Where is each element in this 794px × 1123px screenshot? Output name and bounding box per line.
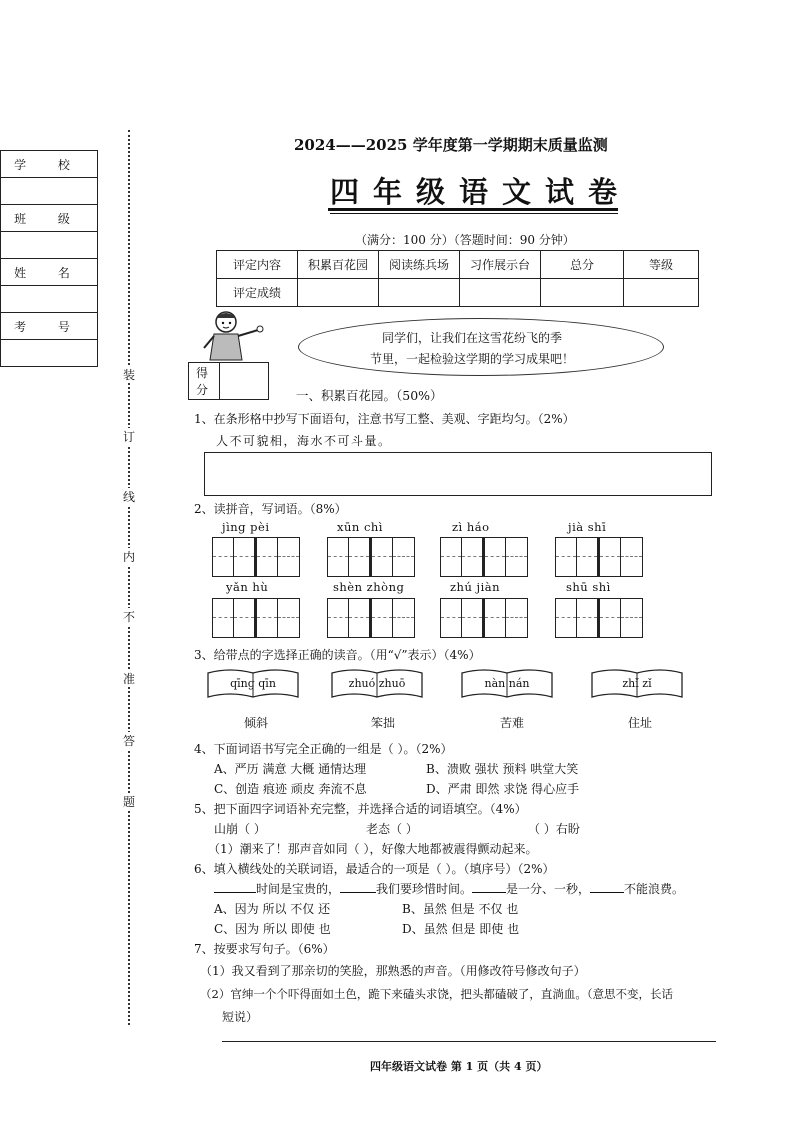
sentence-part: 不能浪费。	[624, 882, 685, 896]
pinyin: xūn chì	[337, 520, 383, 534]
target-word: 倾斜	[244, 716, 269, 730]
copy-sentence: 人不可貌相，海水不可斗量。	[216, 434, 392, 448]
fill-sentence: （1）潮来了！那声音如同（ ），好像大地都被震得颤动起来。	[208, 842, 538, 856]
score-header: 习作展示台	[460, 251, 541, 279]
pinyin-option[interactable]: qīng qīn	[230, 677, 276, 690]
section-heading: 一、积累百花园。（50%）	[296, 388, 443, 403]
option-b: B、虽然 但是 不仅 也	[402, 902, 519, 916]
option-a: A、严历 满意 大概 通情达理	[214, 762, 367, 776]
exam-meta: （满分：100 分）（答题时间：90 分钟）	[355, 233, 575, 247]
student-info-table	[0, 150, 98, 367]
writing-grid[interactable]	[327, 598, 415, 638]
writing-grid[interactable]	[212, 537, 300, 577]
option-d: D、严肃 即然 求饶 得心应手	[426, 782, 580, 796]
binding-char: 内	[122, 550, 135, 564]
writing-grid[interactable]	[440, 537, 528, 577]
pinyin-option[interactable]: nàn nán	[484, 677, 530, 690]
score-cell[interactable]	[541, 279, 624, 307]
score-header: 总分	[541, 251, 624, 279]
idiom-blank[interactable]: 老态（ ）	[366, 822, 418, 836]
binding-char: 准	[122, 672, 135, 686]
pinyin: zì háo	[452, 520, 490, 534]
question-7: 7、按要求写句子。（6%）	[194, 942, 335, 956]
copy-writing-box[interactable]	[204, 452, 712, 496]
pinyin: jìng pèi	[222, 520, 270, 534]
blank-line[interactable]	[472, 892, 506, 893]
question-2: 2、读拼音，写词语。（8%）	[194, 502, 347, 516]
sentence-part: 我们要珍惜时间。	[376, 882, 473, 896]
school-field[interactable]	[1, 178, 98, 205]
speech-line: 节里，一起检验这学期的学习成果吧！	[369, 352, 574, 366]
sentence-task-2-cont: 短说）	[222, 1010, 259, 1024]
target-word: 住址	[628, 716, 653, 730]
sentence-part: 时间是宝贵的，	[256, 882, 341, 896]
option-d: D、虽然 但是 即使 也	[402, 922, 520, 936]
exam-subtitle: 2024——2025 学年度第一学期期末质量监测	[294, 136, 608, 154]
question-1: 1、在条形格中抄写下面语句，注意书写工整、美观、字距均匀。（2%）	[194, 412, 575, 426]
pinyin: jià shī	[568, 520, 607, 534]
sentence-task-1: （1）我又看到了那亲切的笑脸，那熟悉的声音。（用修改符号修改句子）	[200, 964, 586, 978]
question-3: 3、给带点的字选择正确的读音。（用“√”表示）（4%）	[194, 648, 481, 662]
question-6: 6、填入横线处的关联词语，最适合的一项是（ ）。（填序号）（2%）	[194, 862, 555, 876]
binding-char: 线	[122, 490, 135, 504]
speech-bubble-text	[322, 328, 622, 370]
idiom-blank[interactable]: （ ）右盼	[528, 822, 580, 836]
writing-grid[interactable]	[440, 598, 528, 638]
writing-grid[interactable]	[555, 537, 643, 577]
score-header: 积累百花园	[298, 251, 379, 279]
score-row-label: 评定成绩	[217, 279, 298, 307]
question-4: 4、下面词语书写完全正确的一组是（ ）。（2%）	[194, 742, 453, 756]
writing-grid[interactable]	[212, 598, 300, 638]
score-header: 等级	[624, 251, 699, 279]
score-table	[216, 250, 699, 307]
score-header: 阅读练兵场	[379, 251, 460, 279]
name-label: 姓 名	[1, 259, 98, 286]
pinyin-option[interactable]: zhǐ zǐ	[622, 677, 652, 690]
binding-char: 装	[122, 368, 135, 382]
score-cell[interactable]	[379, 279, 460, 307]
score-cell[interactable]	[624, 279, 699, 307]
option-a: A、因为 所以 不仅 还	[214, 902, 331, 916]
binding-char: 不	[122, 610, 135, 624]
score-header: 评定内容	[217, 251, 298, 279]
blank-line[interactable]	[340, 892, 376, 893]
title-underline	[330, 213, 618, 214]
sentence-task-2: （2）官绅一个个吓得面如土色，跪下来磕头求饶，把头都磕破了，直淌血。（意思不变，长话	[200, 987, 674, 1001]
pinyin: shū shì	[566, 580, 611, 594]
option-c: C、因为 所以 即使 也	[214, 922, 331, 936]
binding-dashed-line	[128, 130, 130, 1025]
binding-char: 答	[122, 734, 135, 748]
question-5: 5、把下面四字词语补充完整，并选择合适的词语填空。（4%）	[194, 802, 527, 816]
exam-number-label: 考 号	[1, 313, 98, 340]
binding-char: 题	[122, 795, 135, 809]
blank-line[interactable]	[590, 892, 624, 893]
answer-line[interactable]	[222, 1041, 716, 1042]
exam-title: 四年级语文试卷	[330, 175, 632, 209]
score-cell[interactable]	[298, 279, 379, 307]
target-word: 笨拙	[371, 716, 396, 730]
blank-line[interactable]	[214, 892, 256, 893]
pinyin-option[interactable]: zhuó zhuō	[348, 677, 406, 690]
fill-sentence	[214, 880, 684, 897]
writing-grid[interactable]	[327, 537, 415, 577]
title-underline	[328, 208, 618, 211]
class-label: 班 级	[1, 205, 98, 232]
option-b: B、溃败 强状 预料 哄堂大笑	[426, 762, 579, 776]
cartoon-boy-illustration	[200, 308, 268, 364]
binding-char: 订	[122, 430, 135, 444]
score-box-field[interactable]	[220, 363, 269, 400]
name-field[interactable]	[1, 286, 98, 313]
speech-line: 同学们，让我们在这雪花纷飞的季	[381, 331, 562, 345]
exam-number-field[interactable]	[1, 340, 98, 367]
option-c: C、创造 痕迹 顽皮 奔流不息	[214, 782, 367, 796]
page-footer: 四年级语文试卷 第 1 页（共 4 页）	[370, 1060, 548, 1073]
pinyin: zhú jiàn	[450, 580, 501, 594]
target-word: 苦难	[500, 716, 525, 730]
idiom-blank[interactable]: 山崩（ ）	[214, 822, 266, 836]
school-label: 学 校	[1, 151, 98, 178]
writing-grid[interactable]	[555, 598, 643, 638]
score-cell[interactable]	[460, 279, 541, 307]
pinyin: shèn zhòng	[333, 580, 405, 594]
pinyin: yǎn hù	[226, 580, 269, 594]
class-field[interactable]	[1, 232, 98, 259]
score-box-label: 得 分	[189, 363, 220, 400]
score-box	[188, 362, 269, 400]
sentence-part: 是一分、一秒，	[506, 882, 591, 896]
